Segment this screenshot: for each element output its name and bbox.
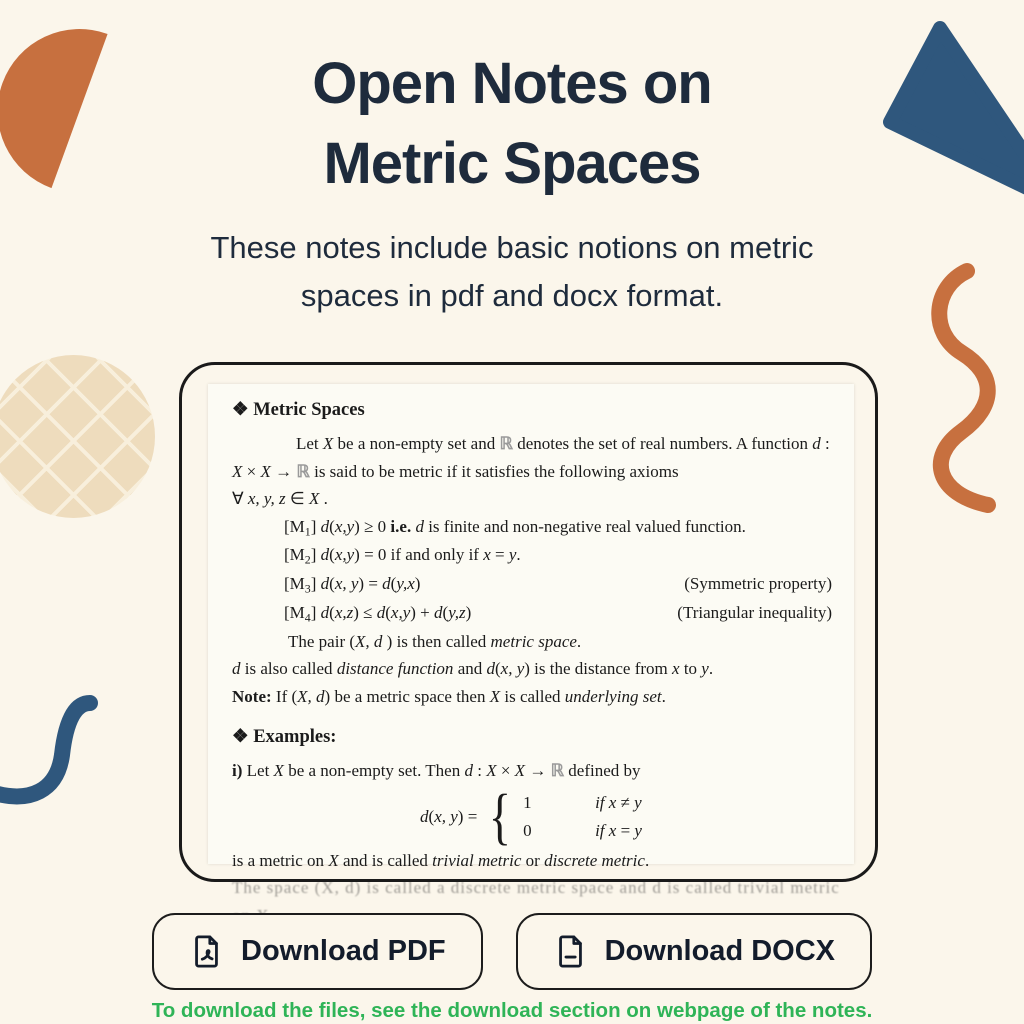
doc-line-axiom: $[M_2] d(x,y) = 0$ if and only if x = y. <box>284 545 521 567</box>
doc-line-h: ❖ Metric Spaces <box>232 400 365 420</box>
page-title <box>0 44 1024 204</box>
cases-brace: { <box>489 782 512 851</box>
axiom-property-label: (Triangular inequality) <box>677 602 832 622</box>
doc-line-p: i) Let X be a non-empty set. Then d : X × X → ℝ defined by <box>232 761 641 781</box>
doc-line-cases: d(x, y) = { 1 if x ≠ y 0 if x = y <box>420 782 642 851</box>
doc-line-axiom: $[M_3]$ d(x, y) = d(y,x) (Symmetric property) <box>284 570 840 599</box>
page-title-line2: Metric Spaces <box>323 131 701 196</box>
doc-line-p: d is also called distance function and d(x, y) is the distance from x to y. <box>232 659 714 679</box>
pdf-file-icon <box>189 933 226 970</box>
download-pdf-label: Download PDF <box>241 935 446 967</box>
page-subtitle-line1: These notes include basic notions on metric <box>210 230 814 265</box>
hatched-circle-shape <box>0 355 155 518</box>
page-subtitle <box>0 224 1024 320</box>
doc-line-pi: Let X be a non-empty set and ℝ denotes the set of real numbers. A function d : X × X → ℝ is said to be metric if it satisfies the following axioms <box>232 433 830 481</box>
download-button-row <box>0 913 1024 990</box>
doc-line-pi2: The pair (X, d ) is then called metric space. <box>288 631 582 651</box>
axiom-property-label: (Symmetric property) <box>684 574 832 594</box>
doc-line-p: Note: If (X, d) be a metric space then X is called underlying set. <box>232 686 666 706</box>
page-title-line1: Open Notes on <box>312 51 712 116</box>
doc-line-axiom: $[M_1] d(x,y) \ge 0$ i.e. d is finite and non-negative real valued function. <box>284 516 746 539</box>
docx-file-icon <box>553 933 590 970</box>
download-docx-button[interactable] <box>516 913 872 990</box>
doc-line-p: is a metric on X and is called trivial metric or discrete metric. <box>232 850 650 870</box>
document-content <box>208 384 854 898</box>
doc-line-p: ∀ x, y, z ∈ X . <box>232 489 328 509</box>
doc-line-h2: ❖ Examples: <box>232 727 337 748</box>
download-pdf-button[interactable] <box>152 913 483 990</box>
doc-line-axiom: $[M_4] d(x,z) \le d(x,y) + d(y,z)$ (Triangular inequality) <box>284 599 840 628</box>
blue-squiggle-shape <box>0 703 90 796</box>
footer-note: To download the files, see the download section on webpage of the notes. <box>151 999 873 1022</box>
notes-card <box>179 362 878 898</box>
download-docx-label: Download DOCX <box>604 935 835 967</box>
doc-line-faded: The space (X, d) is called a discrete metric space and d is called trivial metric <box>232 878 840 898</box>
page-subtitle-line2: spaces in pdf and docx format. <box>300 278 724 313</box>
